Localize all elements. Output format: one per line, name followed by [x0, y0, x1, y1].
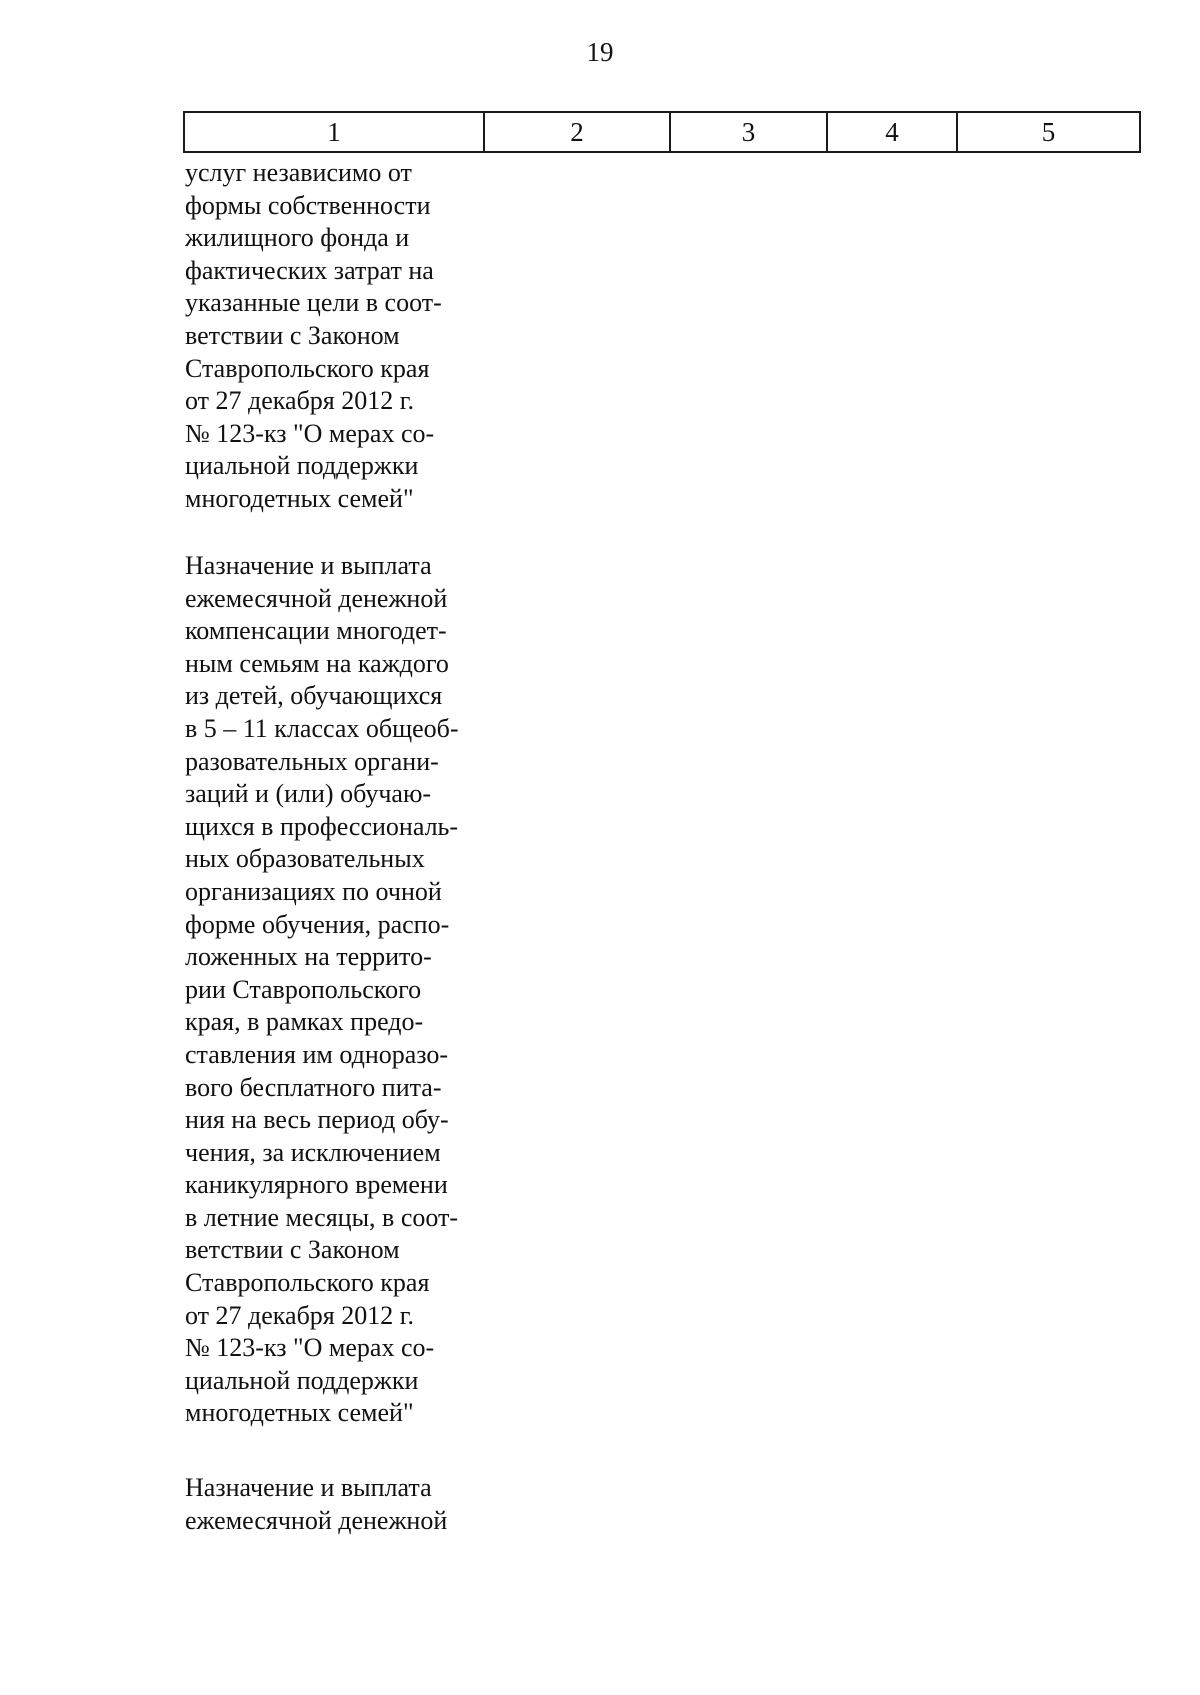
- table-header-cell-2: 2: [485, 113, 671, 151]
- table-header-row: [183, 111, 1141, 153]
- table-header-cell-3: 3: [671, 113, 828, 151]
- column1-text-block-3: Назначение и выплата ежемесячной денежной: [185, 1473, 448, 1535]
- table-header-cell-5: 5: [1041, 117, 1056, 147]
- table-header-cell-4: 4: [828, 113, 958, 151]
- page-number: 19: [586, 37, 614, 67]
- column1-text-block-2: Назначение и выплата ежемесячной денежной компенсации многодет- ным семьям на каждого из детей, обучающихся в 5 – 11 классах общеоб- разовательных органи- заций и (или) обучаю- щихся в профессиональ- ных образовательных организациях по очной форме обучения, распо- ложенных на террито- рии Ставропольского края, в рамках предо- ставления им одноразо- вого бесплатного пита- ния на весь период обу- чения, за исключением каникулярного времени в летние месяцы, в соот- ветствии с Законом Ставропольского края от 27 декабря 2012 г. № 123-кз "О мерах со- циальной поддержки многодетных семей": [185, 551, 459, 1428]
- column1-text-block-1: услуг независимо от формы собственности жилищного фонда и фактических затрат на указанные цели в соот- ветствии с Законом Ставропольского края от 27 декабря 2012 г. № 123-кз "О мерах со- циальной поддержки многодетных семей": [185, 158, 442, 513]
- table-header-cell-1: 1: [185, 113, 485, 151]
